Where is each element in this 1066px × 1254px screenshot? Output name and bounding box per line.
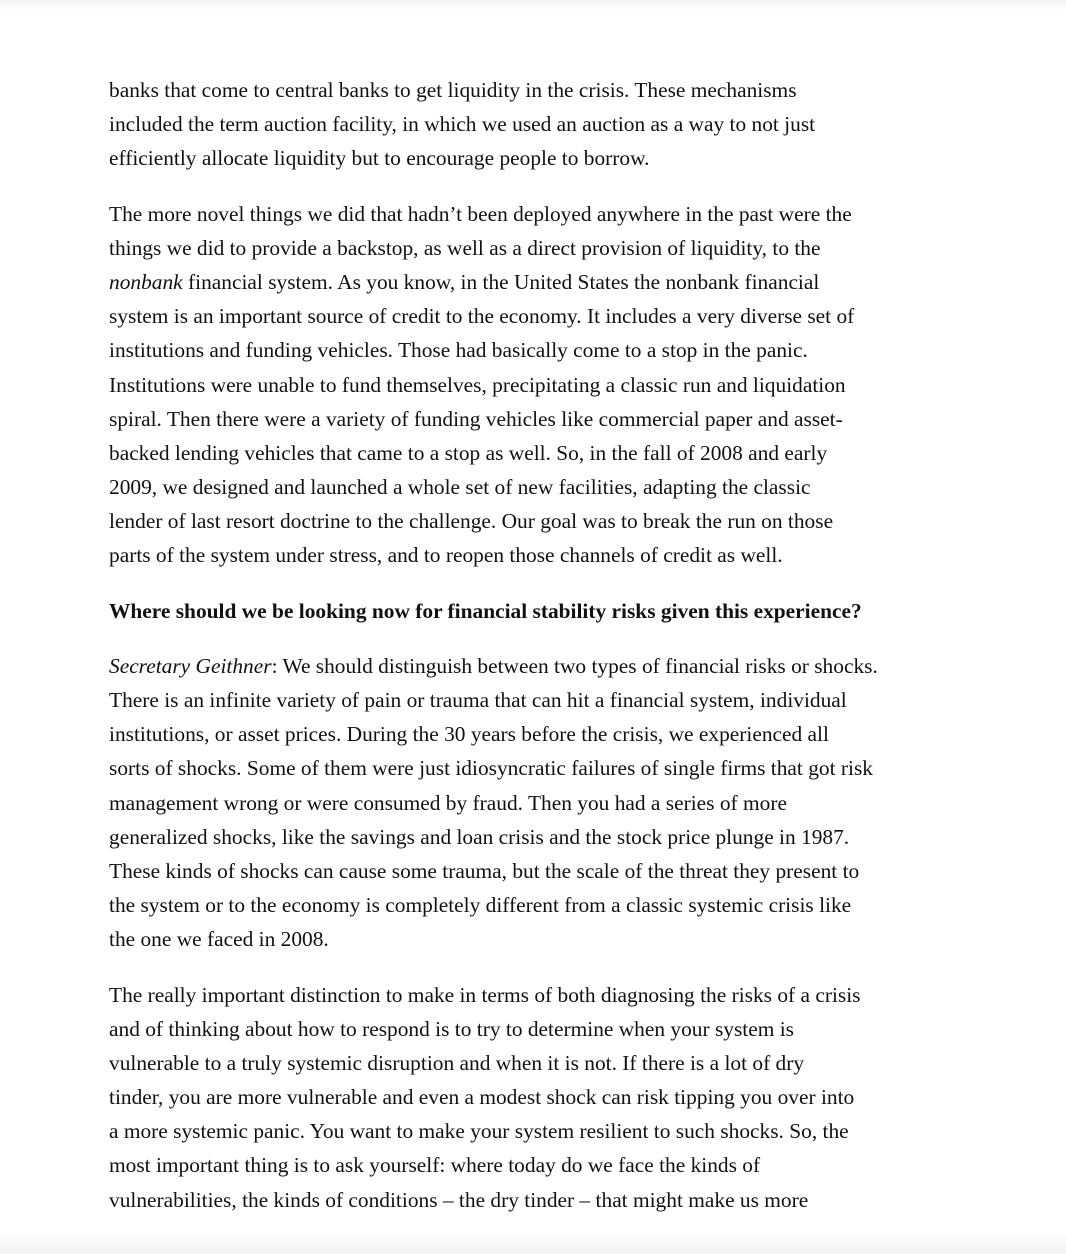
paragraph-answer bbox=[109, 649, 949, 957]
text-line: parts of the system under stress, and to reopen those channels of credit as well. bbox=[109, 543, 783, 568]
text-line: The really important distinction to make in terms of both diagnosing the risks of a crisis bbox=[109, 982, 861, 1007]
text-line: vulnerable to a truly systemic disruption and when it is not. If there is a lot of dry bbox=[109, 1050, 805, 1075]
page-bottom-edge bbox=[0, 1232, 1066, 1254]
text-line: Institutions were unable to fund themselves, precipitating a classic run and liquidation bbox=[109, 372, 846, 397]
text-line: 2009, we designed and launched a whole set of new facilities, adapting the classic bbox=[109, 475, 811, 500]
text-line: vulnerabilities, the kinds of conditions – the dry tinder – that might make us more bbox=[109, 1187, 809, 1212]
text-line bbox=[109, 265, 949, 299]
text-line: and of thinking about how to respond is to try to determine when your system is bbox=[109, 1016, 795, 1041]
text-line: things we did to provide a backstop, as well as a direct provision of liquidity, to the bbox=[109, 235, 821, 260]
text-line: system is an important source of credit to the economy. It includes a very diverse set of bbox=[109, 304, 855, 329]
text-line: included the term auction facility, in which we used an auction as a way to not just bbox=[109, 112, 816, 137]
text-line: most important thing is to ask yourself: where today do we face the kinds of bbox=[109, 1153, 761, 1178]
text-line: lender of last resort doctrine to the challenge. Our goal was to break the run on those bbox=[109, 509, 834, 534]
paragraph-1 bbox=[109, 73, 949, 176]
speaker-name: Secretary Geithner bbox=[109, 653, 272, 678]
text-line: a more systemic panic. You want to make your system resilient to such shocks. So, the bbox=[109, 1119, 849, 1144]
text-line: generalized shocks, like the savings and loan crisis and the stock price plunge in 1987. bbox=[109, 824, 850, 849]
italic-term: nonbank bbox=[109, 269, 183, 294]
text-line: spiral. Then there were a variety of funding vehicles like commercial paper and asset- bbox=[109, 406, 843, 431]
page-top-edge bbox=[0, 0, 1066, 10]
text-line: banks that come to central banks to get liquidity in the crisis. These mechanisms bbox=[109, 78, 797, 102]
text-line: There is an infinite variety of pain or trauma that can hit a financial system, individual bbox=[109, 688, 847, 712]
text-line: backed lending vehicles that came to a stop as well. So, in the fall of 2008 and early bbox=[109, 440, 828, 465]
text-line: sorts of shocks. Some of them were just idiosyncratic failures of single firms that got risk bbox=[109, 756, 873, 781]
question-heading bbox=[109, 594, 949, 628]
heading-text: Where should we be looking now for financial stability risks given this experience? bbox=[109, 598, 862, 623]
document-body bbox=[109, 73, 949, 1238]
text-line: the system or to the economy is completely different from a classic systemic crisis like bbox=[109, 893, 852, 918]
paragraph-5 bbox=[109, 978, 949, 1217]
text-line: the one we faced in 2008. bbox=[109, 927, 329, 952]
text-line bbox=[109, 649, 949, 683]
text-span: financial system. As you know, in the United States the nonbank financial bbox=[182, 269, 820, 294]
text-line: institutions and funding vehicles. Those had basically come to a stop in the panic. bbox=[109, 338, 808, 363]
text-span: : We should distinguish between two types of financial risks or shocks. bbox=[271, 653, 878, 678]
text-line: institutions, or asset prices. During the 30 years before the crisis, we experienced all bbox=[109, 722, 829, 747]
text-line: These kinds of shocks can cause some trauma, but the scale of the threat they present to bbox=[109, 858, 860, 883]
text-line: The more novel things we did that hadn’t been deployed anywhere in the past were the bbox=[109, 201, 852, 226]
text-line: efficiently allocate liquidity but to encourage people to borrow. bbox=[109, 146, 650, 171]
text-line: tinder, you are more vulnerable and even a modest shock can risk tipping you over into bbox=[109, 1085, 855, 1110]
text-line: management wrong or were consumed by fraud. Then you had a series of more bbox=[109, 790, 787, 815]
paragraph-2 bbox=[109, 197, 949, 573]
